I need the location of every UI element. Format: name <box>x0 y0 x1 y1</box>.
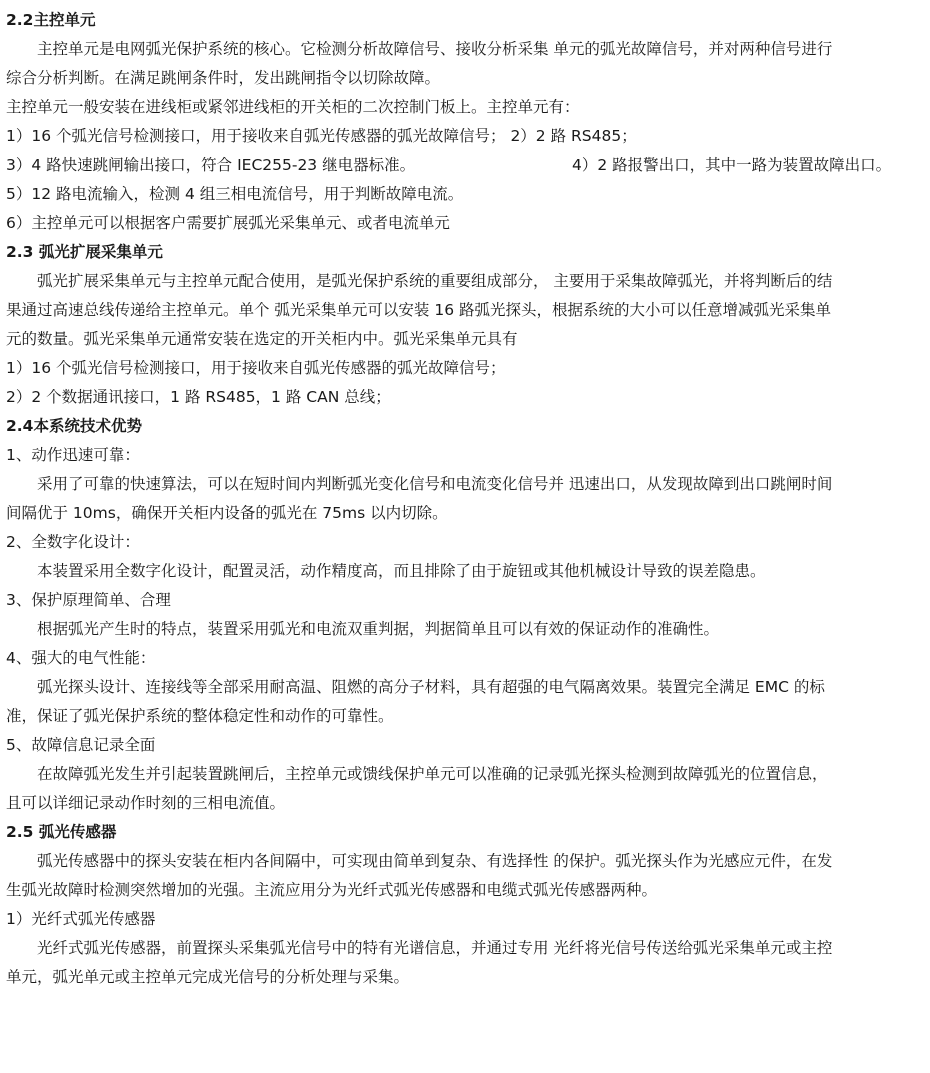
paragraph-line: 采用了可靠的快速算法，可以在短时间内判断弧光变化信号和电流变化信号并 迅速出口，从发现故障到出口跳闸时间 <box>37 475 833 493</box>
subsection-title: 1）光纤式弧光传感器 <box>6 910 156 928</box>
list-item: 5）12 路电流输入，检测 4 组三相电流信号，用于判断故障电流。 <box>6 185 464 203</box>
paragraph-line: 综合分析判断。在满足跳闸条件时，发出跳闸指令以切除故障。 <box>6 69 441 87</box>
list-item: 4）2 路报警出口，其中一路为装置故障出口。 <box>572 156 892 174</box>
paragraph-line: 准，保证了弧光保护系统的整体稳定性和动作的可靠性。 <box>6 707 394 725</box>
list-item: 2）2 个数据通讯接口，1 路 RS485，1 路 CAN 总线； <box>6 388 391 406</box>
advantage-title: 1、动作迅速可靠： <box>6 446 140 464</box>
section-2-3-title: 2.3 弧光扩展采集单元 <box>6 243 163 261</box>
list-item: 6）主控单元可以根据客户需要扩展弧光采集单元、或者电流单元 <box>6 214 450 232</box>
list-item: 1）16 个弧光信号检测接口，用于接收来自弧光传感器的弧光故障信号； <box>6 359 506 377</box>
paragraph-line: 生弧光故障时检测突然增加的光强。主流应用分为光纤式弧光传感器和电缆式弧光传感器两种。 <box>6 881 658 899</box>
list-row <box>6 151 918 180</box>
list-item: 3）4 路快速跳闸输出接口，符合 IEC255-23 继电器标准。 <box>6 156 416 174</box>
advantage-title: 2、全数字化设计： <box>6 533 140 551</box>
paragraph-line: 弧光扩展采集单元与主控单元配合使用，是弧光保护系统的重要组成部分， 主要用于采集故障弧光，并将判断后的结 <box>37 272 833 290</box>
advantage-title: 4、强大的电气性能： <box>6 649 156 667</box>
paragraph-line: 单元，弧光单元或主控单元完成光信号的分析处理与采集。 <box>6 968 410 986</box>
paragraph-line: 根据弧光产生时的特点，装置采用弧光和电流双重判据，判据简单且可以有效的保证动作的准确性。 <box>37 620 720 638</box>
section-2-5-title: 2.5 弧光传感器 <box>6 823 117 841</box>
paragraph-line: 且可以详细记录动作时刻的三相电流值。 <box>6 794 286 812</box>
advantage-title: 5、故障信息记录全面 <box>6 736 156 754</box>
paragraph-line: 果通过高速总线传递给主控单元。单个 弧光采集单元可以安装 16 路弧光探头，根据系统的大小可以任意增减弧光采集单 <box>6 301 832 319</box>
list-item: 1）16 个弧光信号检测接口，用于接收来自弧光传感器的弧光故障信号； 2）2 路 RS485； <box>6 127 637 145</box>
paragraph-line: 光纤式弧光传感器，前置探头采集弧光信号中的特有光谱信息，并通过专用 光纤将光信号传送给弧光采集单元或主控 <box>37 939 833 957</box>
section-2-4-title: 2.4本系统技术优势 <box>6 417 142 435</box>
paragraph-line: 主控单元是电网弧光保护系统的核心。它检测分析故障信号、接收分析采集 单元的弧光故障信号，并对两种信号进行 <box>37 40 833 58</box>
paragraph-line: 本装置采用全数字化设计，配置灵活，动作精度高，而且排除了由于旋钮或其他机械设计导致的误差隐患。 <box>37 562 766 580</box>
paragraph-line: 弧光传感器中的探头安装在柜内各间隔中，可实现由简单到复杂、有选择性 的保护。弧光探头作为光感应元件，在发 <box>37 852 833 870</box>
paragraph-line: 在故障弧光发生并引起装置跳闸后，主控单元或馈线保护单元可以准确的记录弧光探头检测到故障弧光的位置信息， <box>37 765 828 783</box>
advantage-title: 3、保护原理简单、合理 <box>6 591 171 609</box>
paragraph-line: 间隔优于 10ms，确保开关柜内设备的弧光在 75ms 以内切除。 <box>6 504 448 522</box>
paragraph-line: 元的数量。弧光采集单元通常安装在选定的开关柜内中。弧光采集单元具有 <box>6 330 518 348</box>
paragraph-line: 弧光探头设计、连接线等全部采用耐高温、阻燃的高分子材料，具有超强的电气隔离效果。装置完全满足 EMC 的标 <box>37 678 825 696</box>
paragraph-line: 主控单元一般安装在进线柜或紧邻进线柜的开关柜的二次控制门板上。主控单元有： <box>6 98 580 116</box>
section-2-2-title: 2.2主控单元 <box>6 11 96 29</box>
